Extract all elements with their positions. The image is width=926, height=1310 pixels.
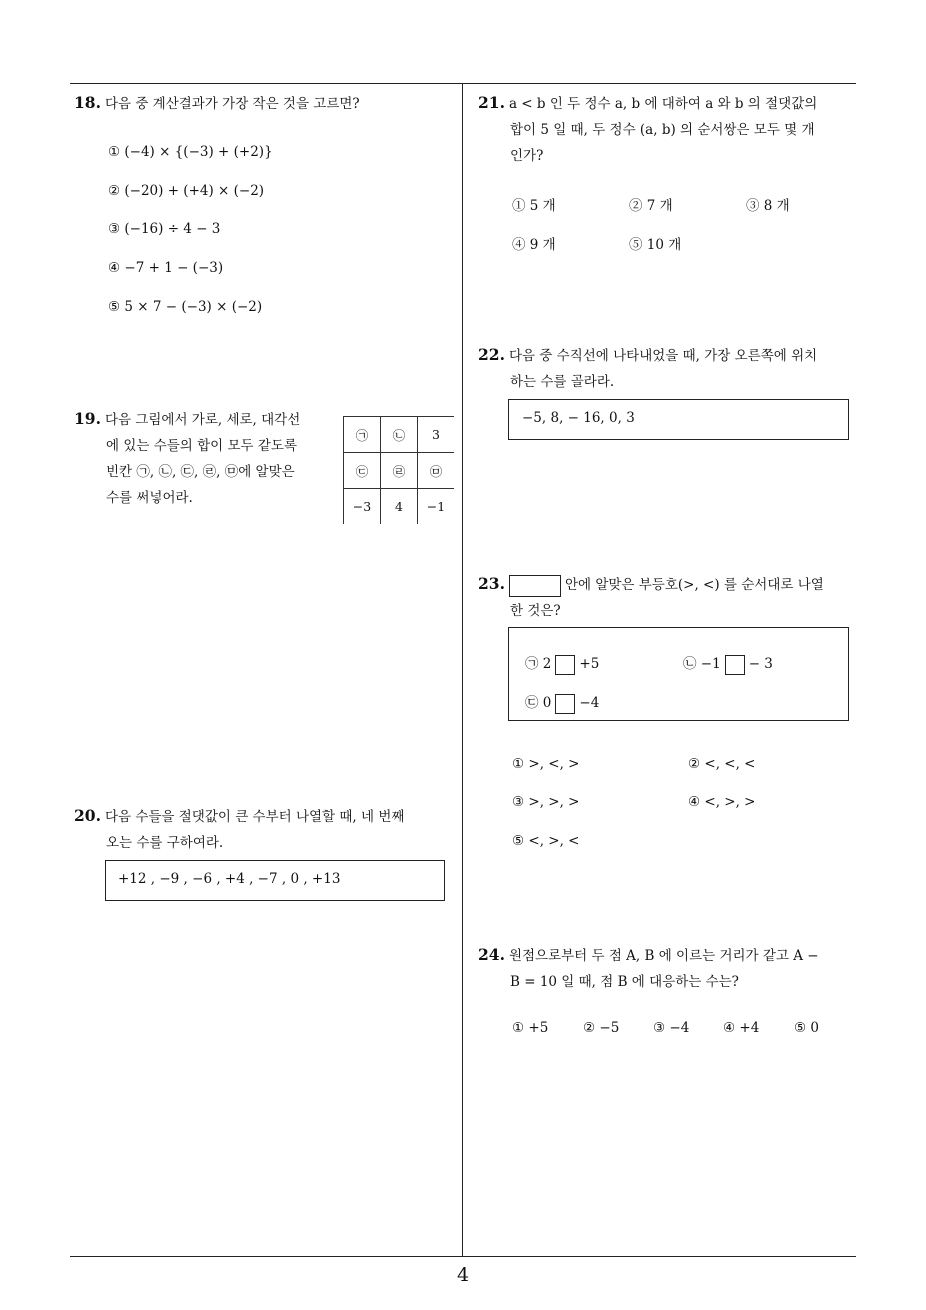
q21-choice-5[interactable]: ⑤ 10 개 bbox=[629, 237, 682, 253]
q18-choice-5[interactable]: ⑤ 5 × 7 − (−3) × (−2) bbox=[108, 299, 263, 315]
question-line-4: 수를 써넣어라. bbox=[106, 490, 193, 506]
question-line-3: 빈칸 ㉠, ㉡, ㉢, ㉣, ㉤에 알맞은 bbox=[106, 464, 295, 480]
q23-item-1 bbox=[525, 652, 599, 675]
grid-cell: −1 bbox=[418, 489, 455, 525]
question-24 bbox=[478, 942, 862, 995]
q21-choice-2[interactable]: ② 7 개 bbox=[629, 198, 673, 214]
grid-cell[interactable]: ㉠ bbox=[344, 417, 381, 453]
question-line-2: 오는 수를 구하여라. bbox=[106, 835, 224, 851]
q18-choice-2[interactable]: ② (−20) + (+4) × (−2) bbox=[108, 183, 265, 199]
question-19 bbox=[74, 406, 334, 511]
question-line-2: 에 있는 수들의 합이 모두 같도록 bbox=[106, 438, 297, 454]
column-divider bbox=[462, 84, 463, 1256]
question-23 bbox=[478, 571, 862, 624]
grid-cell: 4 bbox=[381, 489, 418, 525]
question-number: 21. bbox=[478, 93, 505, 112]
q24-choice-4[interactable]: ④ +4 bbox=[723, 1020, 760, 1036]
question-line-2: 한 것은? bbox=[510, 603, 561, 619]
question-22 bbox=[478, 342, 860, 395]
q21-choice-1[interactable]: ① 5 개 bbox=[512, 198, 556, 214]
q23-choice-1[interactable]: ① >, <, > bbox=[512, 756, 580, 772]
q21-choice-3[interactable]: ③ 8 개 bbox=[746, 198, 790, 214]
question-line-1: 원점으로부터 두 점 A, B 에 이르는 거리가 같고 A − bbox=[508, 948, 819, 964]
magic-square-grid bbox=[343, 416, 454, 524]
question-line-3: 인가? bbox=[510, 148, 544, 164]
q24-choice-3[interactable]: ③ −4 bbox=[653, 1020, 690, 1036]
question-line-2: B = 10 일 때, 점 B 에 대응하는 수는? bbox=[510, 974, 739, 990]
question-21 bbox=[478, 90, 860, 169]
q22-number-list: −5, 8, − 16, 0, 3 bbox=[522, 410, 635, 426]
grid-cell: −3 bbox=[344, 489, 381, 525]
question-number: 23. bbox=[478, 574, 505, 593]
q20-number-box bbox=[105, 860, 445, 901]
q23-item-3 bbox=[525, 691, 599, 714]
question-line-2: 합이 5 일 때, 두 정수 (a, b) 의 순서쌍은 모두 몇 개 bbox=[510, 122, 815, 138]
question-18 bbox=[74, 90, 454, 117]
q23-choice-2[interactable]: ② <, <, < bbox=[688, 756, 756, 772]
question-text: 다음 중 계산결과가 가장 작은 것을 고르면? bbox=[104, 96, 360, 112]
q23-inequality-box bbox=[508, 627, 849, 721]
question-number: 24. bbox=[478, 945, 505, 964]
q23-item-2 bbox=[683, 652, 773, 675]
grid-cell[interactable]: ㉤ bbox=[418, 453, 455, 489]
q24-choice-1[interactable]: ① +5 bbox=[512, 1020, 549, 1036]
answer-box[interactable] bbox=[555, 694, 575, 714]
q23-choice-3[interactable]: ③ >, >, > bbox=[512, 794, 580, 810]
grid-cell[interactable]: ㉣ bbox=[381, 453, 418, 489]
question-line-1: 다음 수들을 절댓값이 큰 수부터 나열할 때, 네 번째 bbox=[104, 809, 405, 825]
q23-choice-4[interactable]: ④ <, >, > bbox=[688, 794, 756, 810]
q23-item-2-label: ㉡ −1 bbox=[683, 656, 721, 672]
answer-box[interactable] bbox=[725, 655, 745, 675]
q22-number-box bbox=[508, 399, 849, 440]
question-20 bbox=[74, 803, 458, 856]
question-number: 19. bbox=[74, 409, 101, 428]
grid-cell: 3 bbox=[418, 417, 455, 453]
q18-choice-3[interactable]: ③ (−16) ÷ 4 − 3 bbox=[108, 221, 221, 237]
question-line-1: 다음 중 수직선에 나타내었을 때, 가장 오른쪽에 위치 bbox=[508, 348, 818, 364]
top-rule bbox=[70, 83, 856, 84]
question-line-1: 다음 그림에서 가로, 세로, 대각선 bbox=[104, 412, 301, 428]
q23-item-3-label: ㉢ 0 bbox=[525, 695, 552, 711]
question-number: 22. bbox=[478, 345, 505, 364]
q18-choice-4[interactable]: ④ −7 + 1 − (−3) bbox=[108, 260, 224, 276]
q23-item-2-rhs: − 3 bbox=[748, 656, 773, 672]
q23-choice-5[interactable]: ⑤ <, >, < bbox=[512, 833, 580, 849]
answer-box[interactable] bbox=[555, 655, 575, 675]
q23-item-1-rhs: +5 bbox=[579, 656, 600, 672]
question-line-1: 안에 알맞은 부등호(>, <) 를 순서대로 나열 bbox=[564, 577, 824, 593]
question-number: 18. bbox=[74, 93, 101, 112]
q24-choice-5[interactable]: ⑤ 0 bbox=[794, 1020, 819, 1036]
page-number: 4 bbox=[456, 1264, 470, 1286]
q23-item-3-rhs: −4 bbox=[579, 695, 600, 711]
bottom-rule bbox=[70, 1256, 856, 1257]
q18-choice-1[interactable]: ① (−4) × {(−3) + (+2)} bbox=[108, 144, 273, 160]
q23-item-1-label: ㉠ 2 bbox=[525, 656, 552, 672]
question-number: 20. bbox=[74, 806, 101, 825]
question-line-2: 하는 수를 골라라. bbox=[510, 374, 615, 390]
question-line-1: a < b 인 두 정수 a, b 에 대하여 a 와 b 의 절댓값의 bbox=[508, 96, 818, 112]
q20-number-list: +12 , −9 , −6 , +4 , −7 , 0 , +13 bbox=[118, 871, 341, 887]
grid-cell[interactable]: ㉢ bbox=[344, 453, 381, 489]
grid-cell[interactable]: ㉡ bbox=[381, 417, 418, 453]
q24-choice-2[interactable]: ② −5 bbox=[583, 1020, 620, 1036]
q21-choice-4[interactable]: ④ 9 개 bbox=[512, 237, 556, 253]
blank-box bbox=[509, 575, 561, 597]
